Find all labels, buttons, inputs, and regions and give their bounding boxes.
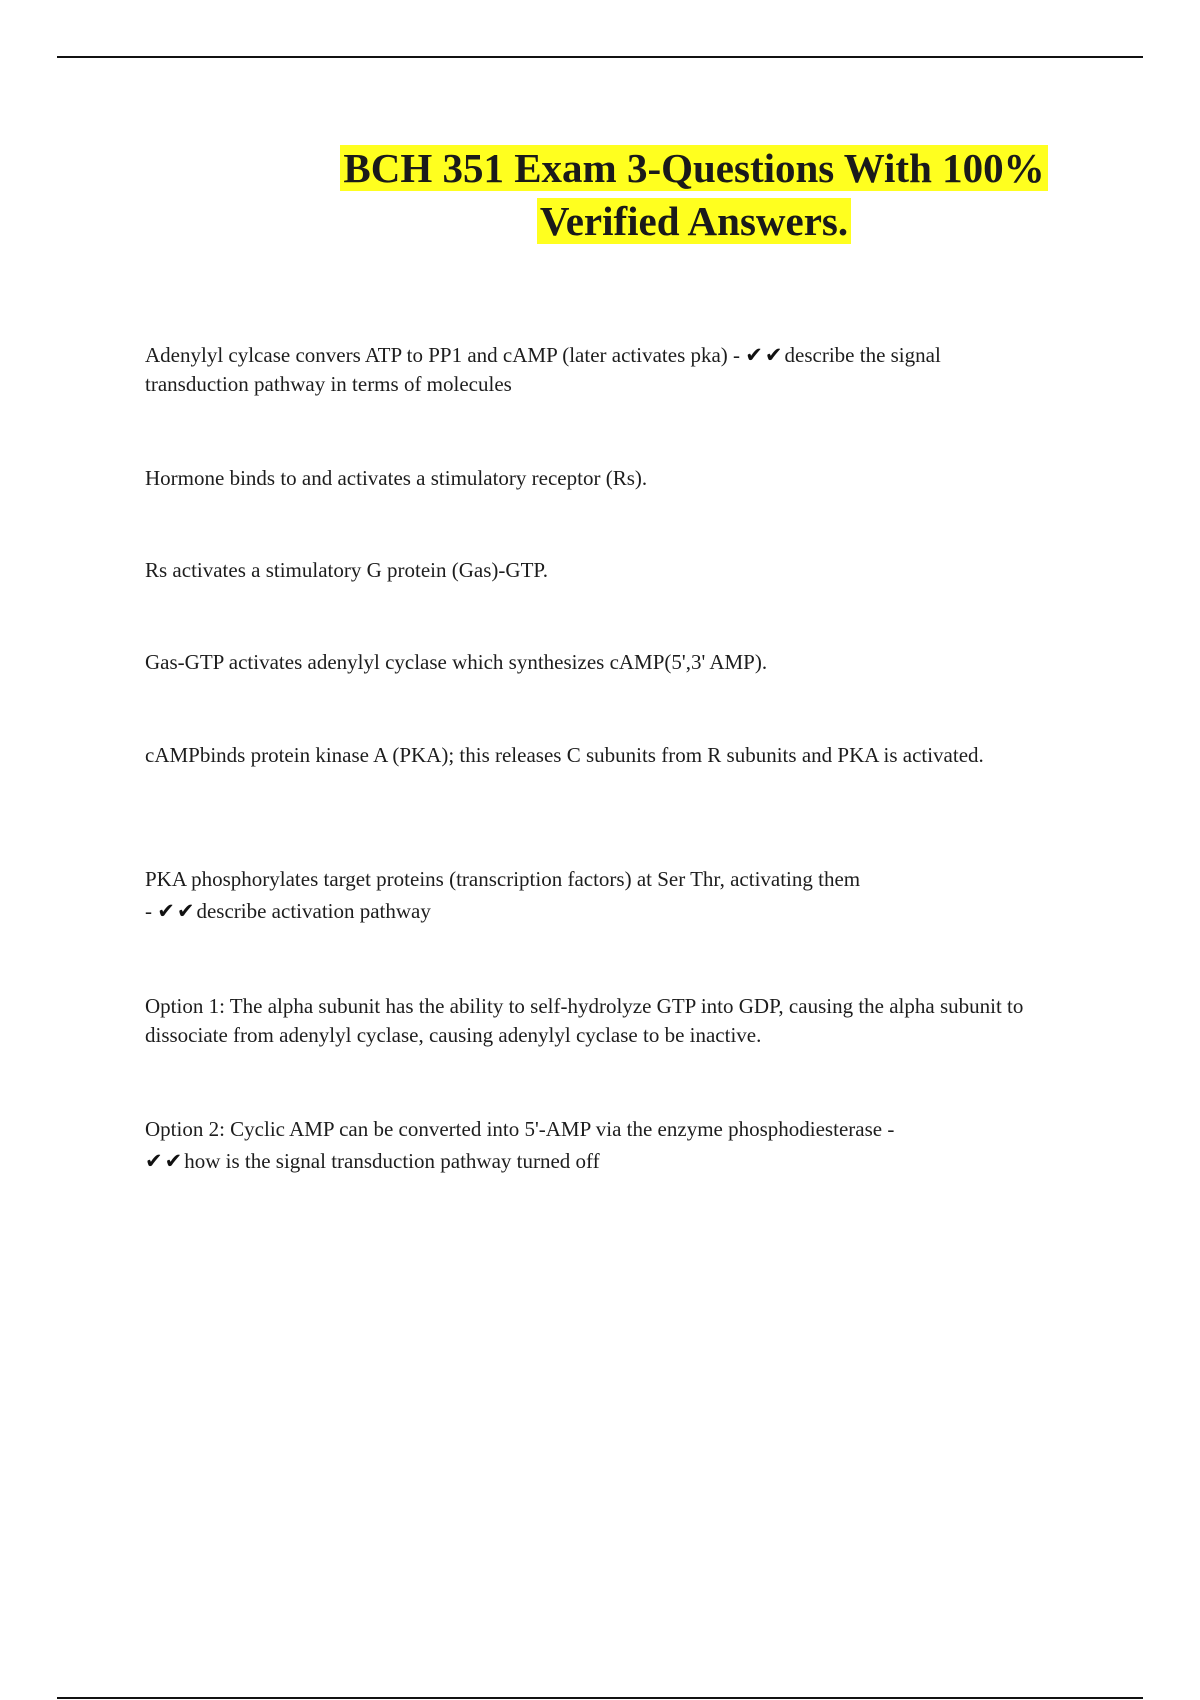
- qa-item: [145, 341, 1045, 399]
- qa-answer-prefix: -: [145, 899, 152, 923]
- qa-text: cAMPbinds protein kinase A (PKA); this releases C subunits from R subunits and PKA is activated.: [145, 743, 984, 767]
- qa-text: Option 1: The alpha subunit has the ability to self-hydrolyze GTP into GDP, causing the alpha subunit to dissociate from adenylyl cyclase, causing adenylyl cyclase to be inactive.: [145, 994, 1024, 1047]
- qa-text: Rs activates a stimulatory G protein (Gas)-GTP.: [145, 558, 548, 582]
- check-icon: ✔: [164, 1149, 183, 1173]
- qa-text: Hormone binds to and activates a stimulatory receptor (Rs).: [145, 466, 648, 490]
- qa-answer: describe the signal transduction pathway in terms of molecules: [145, 343, 941, 396]
- header-rule: [57, 56, 1143, 58]
- qa-text: Gas-GTP activates adenylyl cyclase which synthesizes cAMP(5',3' AMP).: [145, 650, 768, 674]
- qa-item: [145, 863, 1045, 927]
- qa-item: [145, 648, 1045, 677]
- check-icon: ✔: [176, 899, 195, 923]
- title-line-1: BCH 351 Exam 3-Questions With 100%: [340, 145, 1047, 191]
- qa-item: [145, 741, 1045, 770]
- check-icon: ✔: [157, 899, 175, 923]
- title-line-2: Verified Answers.: [537, 198, 851, 244]
- document-title: [290, 142, 1098, 248]
- qa-item: [145, 464, 1045, 493]
- qa-item: [145, 992, 1045, 1050]
- qa-item: [145, 556, 1045, 585]
- footer-rule: [57, 1697, 1143, 1699]
- qa-answer: describe activation pathway: [196, 899, 431, 923]
- qa-text: Adenylyl cylcase convers ATP to PP1 and cAMP (later activates pka) -: [145, 343, 741, 367]
- qa-text: PKA phosphorylates target proteins (transcription factors) at Ser Thr, activating them: [145, 867, 861, 891]
- check-icon: ✔: [145, 1149, 163, 1173]
- qa-answer: how is the signal transduction pathway turned off: [184, 1149, 600, 1173]
- check-icon: ✔: [764, 343, 783, 367]
- qa-text: Option 2: Cyclic AMP can be converted into 5'-AMP via the enzyme phosphodiesterase -: [145, 1117, 895, 1141]
- check-icon: ✔: [745, 343, 763, 367]
- qa-item: [145, 1113, 1045, 1177]
